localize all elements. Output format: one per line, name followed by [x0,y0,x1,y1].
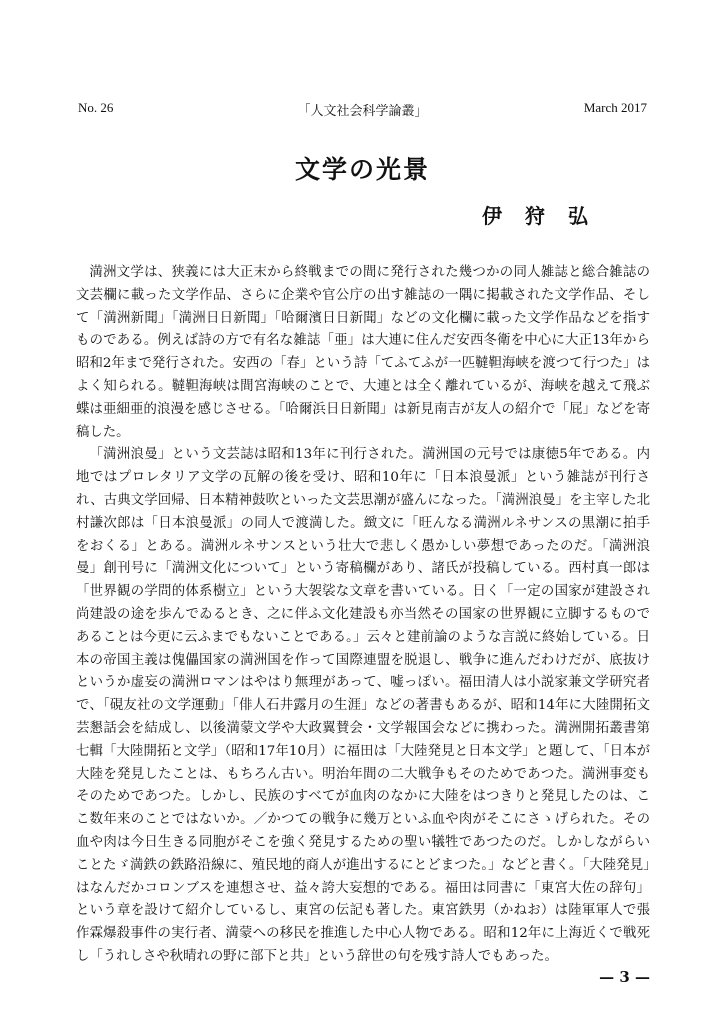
article-body [76,262,650,969]
paragraph: 「満洲浪曼」という文芸誌は昭和13年に刊行された。満洲国の元号では康徳5年である。内地ではプロレタリア文学の瓦解の後を受け、昭和10年に「日本浪曼派」という雑誌が刊行され、古典文学回帰、日本精神鼓吹といった文芸思潮が盛んになった。「満洲浪曼」を主宰した北村謙次郎は「日本浪曼派」の同人で渡満した。緻文に「旺んなる満洲ルネサンスの黒潮に拍手をおくる」とある。満洲ルネサンスという壮大で悲しく愚かしい夢想であったのだ。「満洲浪曼」創刊号に「満洲文化について」という寄稿欄があり、諸氏が投稿している。西村真一郎は「世界観の学問的体系樹立」という大袈裟な文章を書いている。日く「一定の国家が建設され尚建設の途を歩んでゐるとき、之に伴ふ文化建設も亦当然その国家の世界観に立脚するものであることは今更に云ふまでもないことである。」云々と建前論のような言説に終始している。日本の帝国主義は傀儡国家の満洲国を作って国際連盟を脱退し、戦争に進んだわけだが、底抜けというか虚妄の満洲ロマンはやはり無理があって、嘘っぽい。福田清人は小説家兼文学研究者で、「硯友社の文学運動」「俳人石井露月の生涯」などの著書もあるが、昭和14年に大陸開拓文芸懇話会を結成し、以後満蒙文学や大政翼賛会・文学報国会などに携わった。満洲開拓叢書第七輯「大陸開拓と文学」（昭和17年10月）に福田は「大陸発見と日本文学」と題して、「日本が大陸を発見したことは、もちろん古い。明治年間の二大戦争もそのためであつた。満洲事変もそのためであつた。しかし、民族のすべてが血肉のなかに大陸をはつきりと発見したのは、ここ数年来のことではないか。／かつての戦争に幾万といふ血や肉がそこにさゝげられた。その血や肉は今日生きる同胞がそこを強く発見するための聖い犠牲であつたのだ。しかしながらいことたゞ満鉄の鉄路沿線に、殖民地的商人が進出するにとどまつた。」などと書く。「大陸発見」はなんだかコロンブスを連想させ、益々誇大妄想的である。福田は同書に「東宮大佐の辞句」という章を設けて紹介しているし、東宮の伝記も著した。東宮鉄男（かねお）は陸軍軍人で張作霖爆殺事件の実行者、満蒙への移民を推進した中心人物である。昭和12年に上海近くで戦死し「うれしさや秋晴れの野に部下と共」という辞世の句を残す詩人でもあった。 [76,447,650,964]
running-header [78,100,647,120]
paragraph: 満洲文学は、狭義には大正末から終戦までの間に発行された幾つかの同人雑誌と総合雑誌の文芸欄に載った文学作品、さらに企業や官公庁の出す雑誌の一隅に掲載された文学作品、そして「満洲新聞」「満洲日日新聞」「哈爾濱日日新聞」などの文化欄に載った文学作品などを指すものである。例えば詩の方で有名な雑誌「亜」は大連に住んだ安西冬衛を中心に大正13年から昭和2年まで発行された。安西の「春」という詩「てふてふが一匹韃靼海峡を渡つて行つた」はよく知られる。韃靼海峡は間宮海峡のことで、大連とは全く離れているが、海峡を越えて飛ぶ蝶は亜細亜的浪漫を感じさせる。「哈爾浜日日新聞」は新見南吉が友人の紹介で「屁」などを寄稿した。 [76,265,650,440]
publication-date: March 2017 [583,100,647,115]
article-title: 文学の光景 [294,155,430,184]
author-name: 伊狩弘 [482,204,611,228]
page-number: — 3 — [599,968,650,986]
journal-series-title: 「人文社会科学論叢」 [297,103,428,118]
issue-number: No. 26 [78,100,114,115]
